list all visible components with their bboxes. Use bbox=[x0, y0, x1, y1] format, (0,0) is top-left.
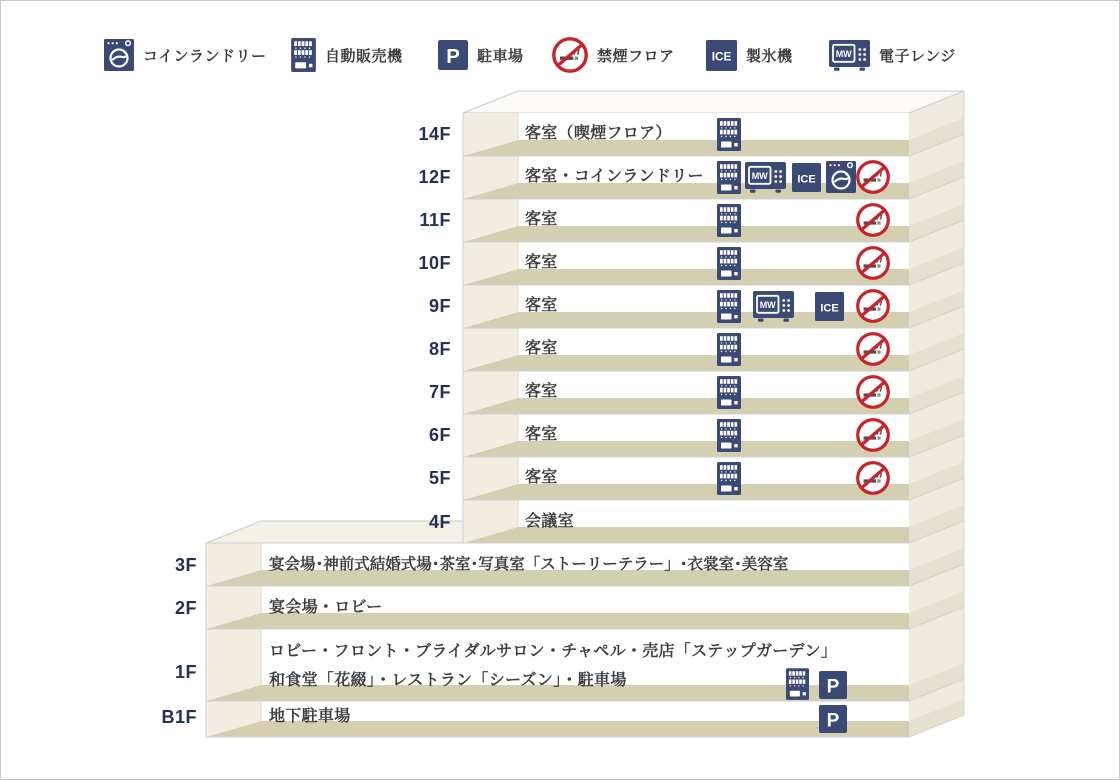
building-right-side-face bbox=[909, 91, 964, 737]
vending-machine-icon bbox=[717, 376, 741, 409]
legend-item-vending-machine bbox=[291, 37, 403, 73]
no-smoking-icon bbox=[552, 37, 588, 73]
floor-desc-8f: 客室 bbox=[525, 340, 558, 357]
floor-label-12f: 12F bbox=[418, 167, 451, 187]
floor-label-5f: 5F bbox=[428, 468, 451, 488]
floor-desc-12f: 客室・コインランドリー bbox=[525, 168, 704, 185]
parking-icon bbox=[819, 671, 847, 699]
floor-desc-9f: 客室 bbox=[525, 297, 558, 314]
vending-machine-icon bbox=[786, 668, 809, 700]
legend-label: 電子レンジ bbox=[879, 47, 956, 65]
vending-machine-icon bbox=[717, 118, 741, 151]
floor-label-b1f: B1F bbox=[161, 707, 197, 727]
floor-desc-b1f: 地下駐車場 bbox=[269, 708, 351, 725]
floor-desc-10f: 客室 bbox=[525, 254, 558, 271]
legend-label: コインランドリー bbox=[143, 47, 267, 65]
floor-desc-4f: 会議室 bbox=[525, 513, 574, 530]
floor-label-8f: 8F bbox=[428, 339, 451, 359]
floor-label-11f: 11F bbox=[419, 210, 451, 230]
floor-label-2f: 2F bbox=[174, 598, 197, 618]
washing-machine-icon bbox=[104, 39, 134, 71]
legend-item-coin-laundry bbox=[104, 37, 267, 73]
ice-machine-icon bbox=[792, 163, 821, 192]
floor-desc-14f: 客室（喫煙フロア） bbox=[525, 125, 672, 142]
floor-desc-1f-line2: 和食堂「花綴」・レストラン「シーズン」・駐車場 bbox=[269, 672, 627, 689]
legend-label: 禁煙フロア bbox=[597, 47, 675, 65]
legend-item-microwave bbox=[829, 37, 956, 73]
vending-machine-icon bbox=[717, 204, 741, 237]
no-smoking-icon bbox=[856, 160, 890, 194]
floor-label-4f: 4F bbox=[428, 512, 451, 532]
ice-machine-icon bbox=[815, 292, 844, 321]
floor-desc-6f: 客室 bbox=[525, 426, 558, 443]
microwave-icon bbox=[745, 162, 786, 193]
floor-label-7f: 7F bbox=[428, 382, 451, 402]
no-smoking-icon bbox=[856, 246, 890, 280]
vending-machine-icon bbox=[291, 38, 316, 72]
legend-item-ice-machine bbox=[706, 37, 793, 73]
legend-label: 駐車場 bbox=[477, 47, 524, 65]
no-smoking-icon bbox=[856, 332, 890, 366]
legend-label: 製氷機 bbox=[746, 47, 793, 65]
vending-machine-icon bbox=[717, 290, 741, 323]
floor-desc-2f: 宴会場・ロビー bbox=[269, 599, 383, 616]
parking-icon bbox=[819, 705, 847, 733]
vending-machine-icon bbox=[717, 161, 741, 194]
ice-machine-icon bbox=[706, 40, 737, 71]
microwave-icon bbox=[753, 291, 794, 322]
floor-desc-3f: 宴会場･神前式結婚式場･茶室･写真室「ストーリーテラー」･衣裳室･美容室 bbox=[269, 556, 789, 573]
floor-label-6f: 6F bbox=[428, 425, 451, 445]
microwave-icon bbox=[829, 40, 870, 71]
floor-label-10f: 10F bbox=[418, 253, 451, 273]
vending-machine-icon bbox=[717, 333, 741, 366]
vending-machine-icon bbox=[717, 462, 741, 495]
vending-machine-icon bbox=[717, 247, 741, 280]
floor-label-14f: 14F bbox=[418, 124, 451, 144]
no-smoking-icon bbox=[856, 461, 890, 495]
floor-label-9f: 9F bbox=[428, 296, 451, 316]
legend-item-parking bbox=[438, 37, 524, 73]
floor-desc-1f-line1: ロビー・フロント・ブライダルサロン・チャペル・売店「ステップガーデン」 bbox=[269, 643, 838, 660]
parking-icon bbox=[438, 40, 468, 70]
no-smoking-icon bbox=[856, 418, 890, 452]
floor-label-3f: 3F bbox=[174, 555, 197, 575]
no-smoking-icon bbox=[856, 289, 890, 323]
vending-machine-icon bbox=[717, 419, 741, 452]
floor-label-1f: 1F bbox=[174, 662, 197, 682]
floor-desc-11f: 客室 bbox=[525, 211, 558, 228]
floor-desc-7f: 客室 bbox=[525, 383, 558, 400]
washing-machine-icon bbox=[826, 161, 856, 193]
tower-roof bbox=[463, 91, 964, 113]
floor-desc-5f: 客室 bbox=[525, 469, 558, 486]
legend-item-no-smoking bbox=[552, 37, 675, 73]
legend-label: 自動販売機 bbox=[325, 47, 403, 65]
no-smoking-icon bbox=[856, 203, 890, 237]
no-smoking-icon bbox=[856, 375, 890, 409]
